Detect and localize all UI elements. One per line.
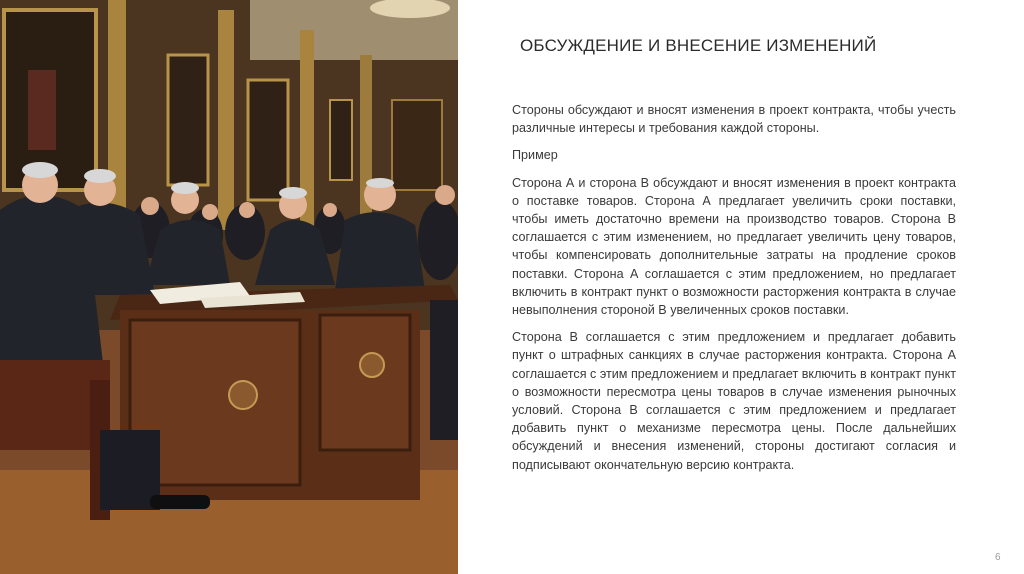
example-heading: Пример (512, 148, 558, 163)
example-paragraph-2: Сторона В соглашается с этим предложением и предлагает добавить пункт о штрафных санкциях в случае расторжения контракта. Сторона А соглашается с этим предложением и предлагает включить в контракт пункт о возможности пересмотра цены товаров в случае изменения рыночных условий. Сторона В соглашается с этим предложением и предлагает добавить пункт о механизме пересмотра цены. После дальнейших обсуждений и внесения изменений, стороны достигают согласия и подписывают окончательную версию контракта. (512, 330, 957, 472)
page-number: 6 (995, 552, 1001, 563)
slide-title: ОБСУЖДЕНИЕ И ВНЕСЕНИЕ ИЗМЕНЕНИЙ (520, 36, 877, 55)
slide-body (512, 101, 956, 483)
example-paragraph-1: Сторона А и сторона В обсуждают и вносят изменения в проект контракта о поставке товаров. Сторона А предлагает увеличить сроки поставки, чтобы иметь достаточно времени на производство товаров. Сторона В соглашается с этим изменением, но предлагает увеличить цену товаров, чтобы компенсировать дополнительные затраты на продление сроков поставки. Сторона А соглашается с этим предложением, но предлагает включить в контракт пункт о возможности расторжения контракта в случае невыполнения стороной В увеличенных сроков поставки. (512, 175, 956, 318)
intro-paragraph: Стороны обсуждают и вносят изменения в проект контракта, чтобы учесть различные интересы и требования каждой стороны. (512, 103, 956, 136)
meeting-photo (0, 0, 458, 574)
meeting-illustration (0, 0, 458, 574)
